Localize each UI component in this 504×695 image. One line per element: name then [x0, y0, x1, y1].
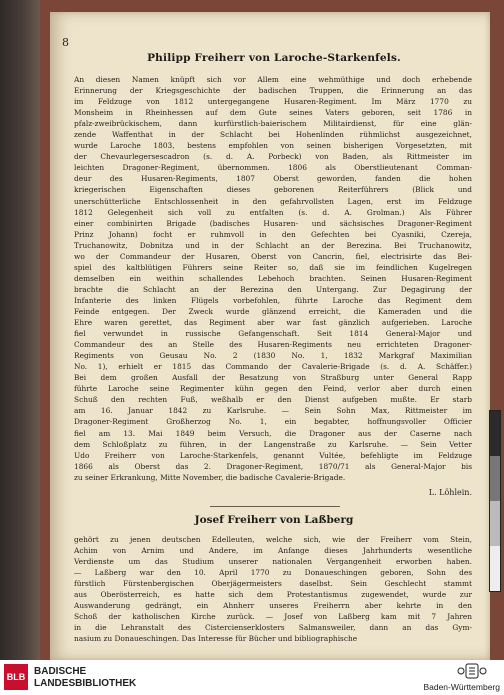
section-body-lassberg — [74, 534, 472, 644]
text-line: Prinz Johann) focht er ruhmvoll in den Gefechten bei Cyasniki, Czereja, — [74, 229, 472, 239]
blb-logo-icon: BLB — [4, 664, 28, 690]
text-line: Bei dem großen Ausfall der Besatzung von Straßburg unter General Rapp — [74, 373, 472, 383]
text-line: Monsheim in Rheinhessen auf dem Gute seines Vaters geboren, seit 1786 in — [74, 108, 472, 118]
page-number: 8 — [62, 36, 69, 49]
text-line: Erinnerung der Kriegsgeschichte der badischen Truppen, die Erinnerung an das — [74, 86, 472, 96]
text-line: gehört zu jenen deutschen Edelleuten, welche sich, wie der Freiherr vom Stein, — [74, 535, 472, 544]
text-line: An diesen Namen knüpft sich vor Allem eine wehmüthige und doch erhebende — [74, 75, 472, 84]
section-divider — [210, 506, 340, 507]
text-line: spiel des kaltblütigen Führers seine Reiter so, daß sie im feindlichen Kugelregen — [74, 262, 472, 272]
section-title-lassberg: Josef Freiherr von Laßberg — [194, 514, 354, 526]
text-line: aus Oberösterreich, es hatte sich dem Protestantismus zugewendet, wurde zur — [74, 590, 472, 600]
text-line: in die Lehranstalt des Cistercienserklosters Salmansweiler, dann an das Gym- — [74, 623, 472, 633]
text-line: Verdienste um das Studium unserer nationalen Vergangenheit erworben haben. — [74, 557, 472, 567]
book-binding — [0, 0, 40, 660]
text-line: führte Laroche seine Regimenter kühn gegen den Feind, verlor aber durch einen — [74, 384, 472, 394]
author-signature: L. Löhlein. — [428, 488, 472, 497]
text-line: brachte die Schlacht an der Berezina den Untergang. Zur Degagirung der — [74, 284, 472, 294]
text-line: zu seiner Erkrankung, Mitte November, die badische Cavalerie-Brigade. — [74, 472, 346, 482]
text-line: Regiments von Geusau No. 2 (1830 No. 1, 1832 Markgraf Maximilian — [74, 351, 472, 361]
text-line: Commandeur des an Stelle des Husaren-Regiments neu errichteten Dragoner- — [74, 340, 472, 350]
text-line: No. 1), erhielt er 1815 das Commando der Cavalerie-Brigade (s. d. A. Schäffer.) — [74, 362, 472, 372]
library-name-line1: BADISCHE — [34, 666, 87, 677]
text-line: am 16. Januar 1842 zu Karlsruhe. — Sein Sohn Max, Rittmeister im — [74, 406, 472, 416]
library-name — [34, 666, 136, 690]
text-line: Udo Freiherr von Laroche-Starkenfels, genannt Vultée, befehligte im Feldzuge — [74, 450, 472, 460]
text-line: 1866 als Oberst das 2. Dragoner-Regiment, 1870/71 als General-Major bis — [74, 461, 472, 471]
library-name-line2: LANDESBIBLIOTHEK — [34, 678, 137, 689]
text-line: einer combinirten Brigade (badisches Husaren- und sächsisches Dragoner-Regiment — [74, 218, 472, 228]
text-line: pfalz-zweibrückischem, dann kurfürstlich-baierischem Militairdienst, für eine glän- — [74, 119, 472, 129]
text-line: wurde Laroche 1803, bestens empfohlen von seinen bisherigen Vorgesetzten, mit — [74, 141, 472, 151]
text-line: demselben ein weithin schallendes Lebehoch brachten. Seinen Husaren-Regiment — [74, 273, 472, 283]
text-line: zende Waffenthat in der Schlacht bei Hohenlinden rühmlichst ausgezeichnet, — [74, 130, 472, 140]
library-footer — [0, 660, 504, 695]
text-line: — Laßberg war den 10. April 1770 zu Donaueschingen geboren, Sohn des — [74, 568, 472, 578]
text-line: im Feldzuge von 1812 untergegangene Husaren-Regiment. Im März 1770 zu — [74, 97, 472, 107]
text-line: Infanterie des linken Flügels vorbefohlen, führte Laroche das Regiment dem — [74, 295, 472, 305]
text-line: der Chevaurlegersescadron (s. d. A. Porbeck) von Baden, als Rittmeister im — [74, 152, 472, 162]
text-line: Truchanowitz, Dobnitza und in der Schlacht an der Berezina. Bei Truchanowitz, — [74, 240, 472, 250]
text-line: Schoß der katholischen Kirche zurück. — Josef von Laßberg kam mit 7 Jahren — [74, 612, 472, 622]
text-line: Achim von Arnim und Andere, im Anfange dieses Jahrhunderts wesentliche — [74, 546, 472, 556]
baden-wuerttemberg-crest-icon — [452, 662, 492, 680]
text-line: unerschütterliche Entschlossenheit in den gefahrvollsten Lagen, erst im Feldzuge — [74, 196, 472, 206]
text-line: Auswanderung gedrängt, ein Ahnherr unseres Freiherrn aber kehrte in den — [74, 601, 472, 611]
text-line: Schuß den rechten Fuß, weßhalb er den Dienst aufgeben mußte. Er starb — [74, 395, 472, 405]
color-calibration-strip — [489, 410, 501, 592]
text-line: fiel am 13. Mai 1849 beim Versuch, die Dragoner aus der Caserne nach — [74, 428, 472, 438]
text-line: deur des Husaren-Regiments, 1807 Oberst geworden, fanden die hohen — [74, 174, 472, 184]
text-line: Dragoner-Regiment Großherzog No. 1, ein begabter, hoffnungsvoller Officier — [74, 417, 472, 427]
text-line: leichten Dragoner-Regiment, übernommen. 1806 als Oberstlieutenant Comman- — [74, 163, 472, 173]
text-line: Ehre waren gerettet, das Regiment aber war fast gänzlich aufgerieben. Laroche — [74, 318, 472, 328]
text-line: Feinde entgegen. Der Zweck wurde glänzend erreicht, die Kameraden und die — [74, 306, 472, 316]
section-title-laroche: Philipp Freiherr von Laroche-Starkenfels. — [147, 52, 401, 64]
text-line: kriegerischen Eigenschaften dieses geborenen Reiterführers (Blick und — [74, 185, 472, 195]
text-line: nasium zu Donaueschingen. Das Interesse für Bücher und bibliographische — [74, 634, 358, 644]
text-line: fürstlich Fürstenbergischen Oberjägermeisters daselbst. Sein Geschlecht stammt — [74, 579, 472, 589]
text-line: fiel verwundet in russische Gefangenschaft. Seit 1814 General-Major und — [74, 329, 472, 339]
state-name: Baden-Württemberg — [423, 682, 500, 692]
text-line: 1812 Gelegenheit sich voll zu entfalten (s. d. A. Grolman.) Als Führer — [74, 207, 472, 217]
section-body-laroche — [74, 74, 472, 483]
text-line: dem Schloßplatz zu führen, in der Langenstraße zu Karlsruhe. — Sein Vetter — [74, 439, 472, 449]
text-line: wo der Commandeur der Husaren, Oberst von Cancrin, fiel, electrisirte das Bei- — [74, 251, 472, 261]
